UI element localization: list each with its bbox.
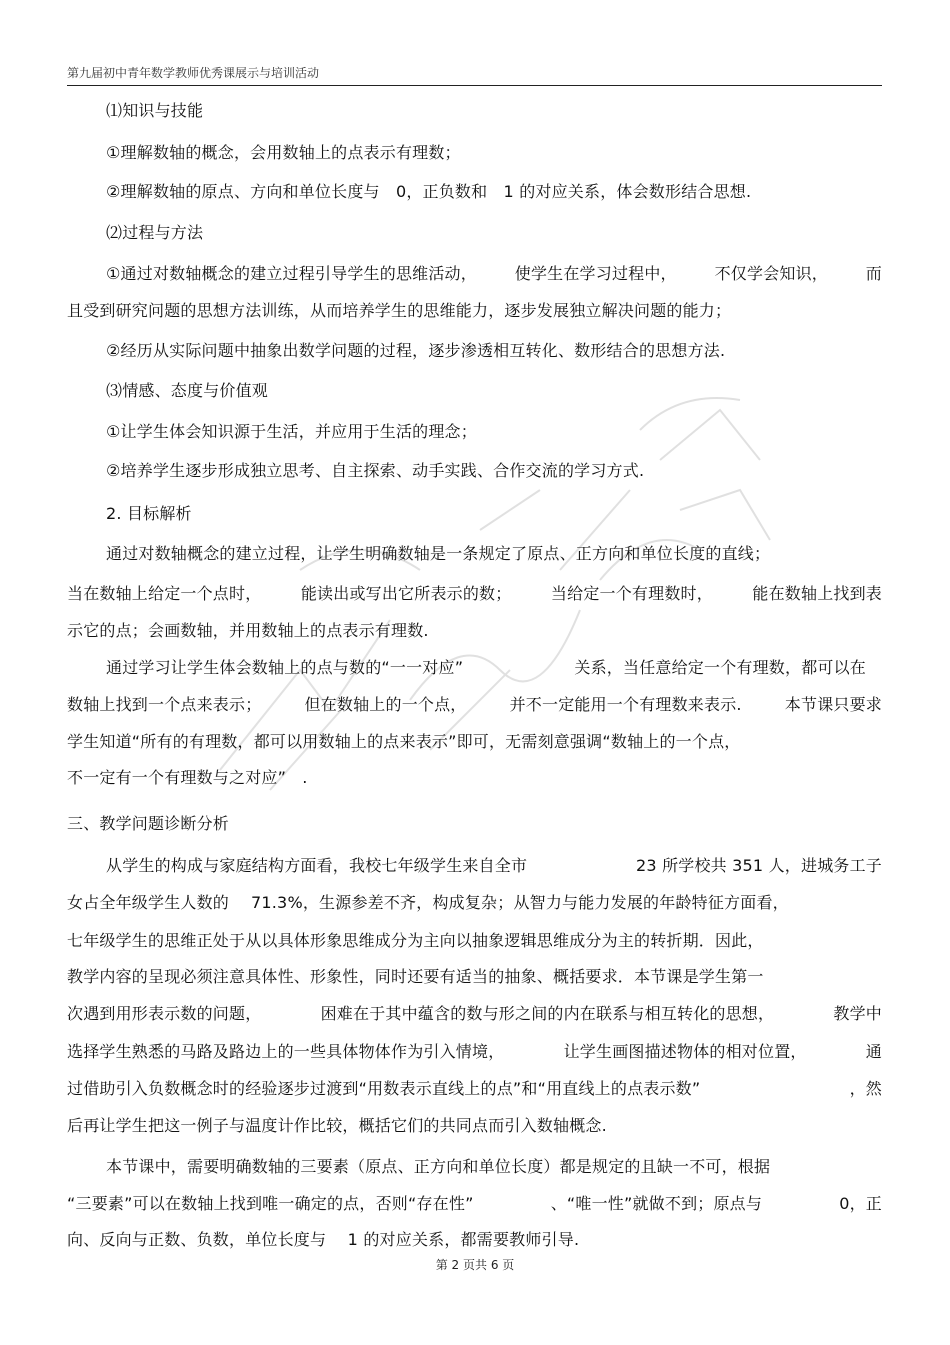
text-line: 通过学习让学生体会数轴上的点与数的“一一对应” 关系，当任意给定一个有理数，都可以在	[106, 658, 866, 677]
text-line: 选择学生熟悉的马路及路边上的一些具体物体作为引入情境， 让学生画图描述物体的相对位置， 通	[67, 1042, 882, 1061]
text-line: 从学生的构成与家庭结构方面看，我校七年级学生来自全市 23 所学校共 351 人，进城务工子	[106, 856, 882, 875]
subheading-goal-analysis: 2. 目标解析	[106, 504, 192, 523]
text-line: ①理解数轴的概念，会用数轴上的点表示有理数；	[106, 143, 461, 162]
text-line: “三要素”可以在数轴上找到唯一确定的点，否则“存在性” 、“唯一性”就做不到；原点与 0，正	[67, 1194, 882, 1213]
text-line: 不一定有一个有理数与之对应” .	[67, 768, 308, 787]
text-line: 且受到研究问题的思想方法训练，从而培养学生的思维能力，逐步发展独立解决问题的能力；	[67, 301, 732, 320]
text-line: 女占全年级学生人数的 71.3%，生源参差不齐，构成复杂；从智力与能力发展的年龄特征方面看，	[67, 893, 789, 912]
text-line: 通过对数轴概念的建立过程，让学生明确数轴是一条规定了原点、正方向和单位长度的直线；	[106, 544, 771, 563]
text-line: 次遇到用形表示数的问题， 困难在于其中蕴含的数与形之间的内在联系与相互转化的思想， 教学中	[67, 1004, 882, 1023]
text-line: ①通过对数轴概念的建立过程引导学生的思维活动， 使学生在学习过程中， 不仅学会知识， 而	[106, 264, 882, 283]
text-line: 后再让学生把这一例子与温度计作比较，概括它们的共同点而引入数轴概念.	[67, 1116, 607, 1135]
section-emotion-attitude: ⑶情感、态度与价值观	[106, 381, 269, 400]
section-heading-diagnosis: 三、教学问题诊断分析	[67, 814, 230, 833]
text-line: ②理解数轴的原点、方向和单位长度与 0，正负数和 1 的对应关系，体会数形结合思想.	[106, 182, 752, 201]
text-line: 示它的点；会画数轴，并用数轴上的点表示有理数.	[67, 621, 429, 640]
text-line: ②培养学生逐步形成独立思考、自主探索、动手实践、合作交流的学习方式.	[106, 461, 645, 480]
page-number: 第 2 页共 6 页	[435, 1258, 515, 1272]
section-knowledge-skills: ⑴知识与技能	[106, 101, 204, 120]
text-line: 七年级学生的思维正处于从以具体形象思维成分为主向以抽象逻辑思维成分为主的转折期．因此，	[67, 931, 764, 950]
text-line: 当在数轴上给定一个点时， 能读出或写出它所表示的数； 当给定一个有理数时， 能在数轴上找到表	[67, 584, 882, 603]
running-header: 第九届初中青年数学教师优秀课展示与培训活动	[67, 64, 882, 86]
text-line: 本节课中，需要明确数轴的三要素（原点、正方向和单位长度）都是规定的且缺一不可，根据	[106, 1157, 771, 1176]
text-line: ①让学生体会知识源于生活，并应用于生活的理念；	[106, 422, 477, 441]
text-line: 学生知道“所有的有理数，都可以用数轴上的点来表示”即可，无需刻意强调“数轴上的一个点，	[67, 732, 741, 751]
text-line: 向、反向与正数、负数，单位长度与 1 的对应关系，都需要教师引导.	[67, 1230, 580, 1249]
text-line: 过借助引入负数概念时的经验逐步过渡到“用数表示直线上的点”和“用直线上的点表示数” ，然	[67, 1079, 882, 1098]
text-line: 数轴上找到一个点来表示； 但在数轴上的一个点， 并不一定能用一个有理数来表示. 本节课只要求	[67, 695, 882, 714]
text-line: ②经历从实际问题中抽象出数学问题的过程，逐步渗透相互转化、数形结合的思想方法.	[106, 341, 726, 360]
section-process-methods: ⑵过程与方法	[106, 223, 204, 242]
text-line: 教学内容的呈现必须注意具体性、形象性，同时还要有适当的抽象、概括要求．本节课是学生第一	[67, 967, 764, 986]
